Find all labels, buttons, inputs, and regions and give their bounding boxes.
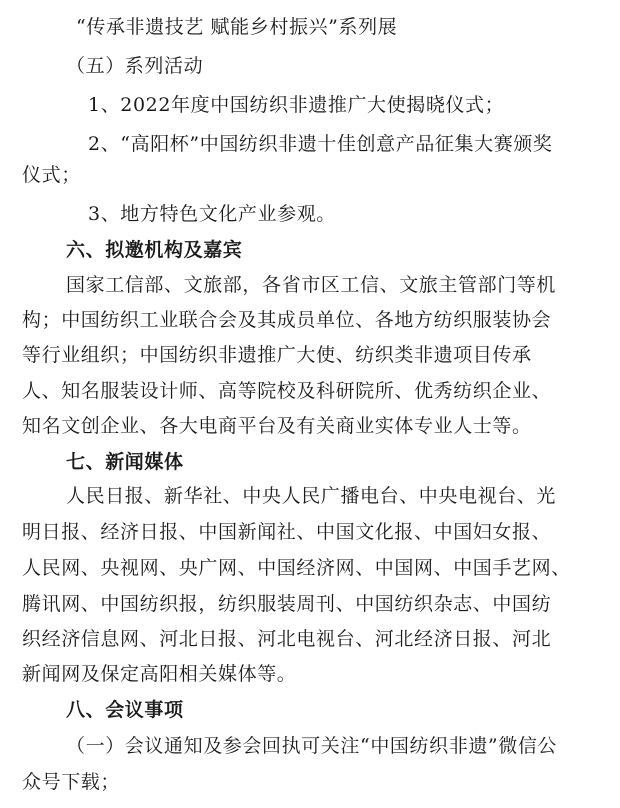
paragraph-line: 知名文创企业、各大电商平台及有关商业实体专业人士等。 [22, 415, 532, 437]
paragraph-line: （一）会议通知及参会回执可关注“中国纺织非遗”微信公 [66, 735, 558, 757]
paragraph-line: 构；中国纺织工业联合会及其成员单位、各地方纺织服装协会 [22, 309, 552, 331]
paragraph-line: 人、知名服装设计师、高等院校及科研院所、优秀纺织企业、 [22, 380, 552, 402]
section-heading-news-media: 七、新闻媒体 [66, 451, 184, 473]
paragraph-line: 织经济信息网、河北日报、河北电视台、河北经济日报、河北 [22, 628, 552, 650]
activity-item-2: 2、“高阳杯”中国纺织非遗十佳创意产品征集大赛颁奖 [88, 133, 553, 155]
section-heading-meeting-matters: 八、会议事项 [66, 699, 184, 721]
paragraph-line: 国家工信部、文旅部，各省市区工信、文旅主管部门等机 [66, 274, 557, 296]
paragraph-line: 等行业组织；中国纺织非遗推广大使、纺织类非遗项目传承 [22, 344, 532, 366]
activity-item-3: 3、地方特色文化产业参观。 [88, 203, 336, 225]
activity-item-1: 1、2022年度中国纺织非遗推广大使揭晓仪式； [88, 94, 505, 116]
paragraph-line: 人民网、央视网、央广网、中国经济网、中国网、中国手艺网、 [22, 557, 571, 579]
paragraph-line: 腾讯网、中国纺织报，纺织服装周刊、中国纺织杂志、中国纺 [22, 593, 552, 615]
exhibition-series-title: “传承非遗技艺 赋能乡村振兴”系列展 [76, 16, 398, 38]
paragraph-line: 众号下载； [22, 771, 121, 793]
subsection-series-activities: （五）系列活动 [66, 55, 204, 77]
paragraph-line: 人民日报、新华社、中央人民广播电台、中央电视台、光 [66, 485, 557, 507]
paragraph-line: 新闻网及保定高阳相关媒体等。 [22, 663, 297, 685]
section-heading-invited-institutions: 六、拟邀机构及嘉宾 [66, 239, 243, 261]
paragraph-line: 明日报、经济日报、中国新闻社、中国文化报、中国妇女报、 [22, 521, 552, 543]
activity-item-2-continued: 仪式； [22, 164, 81, 186]
